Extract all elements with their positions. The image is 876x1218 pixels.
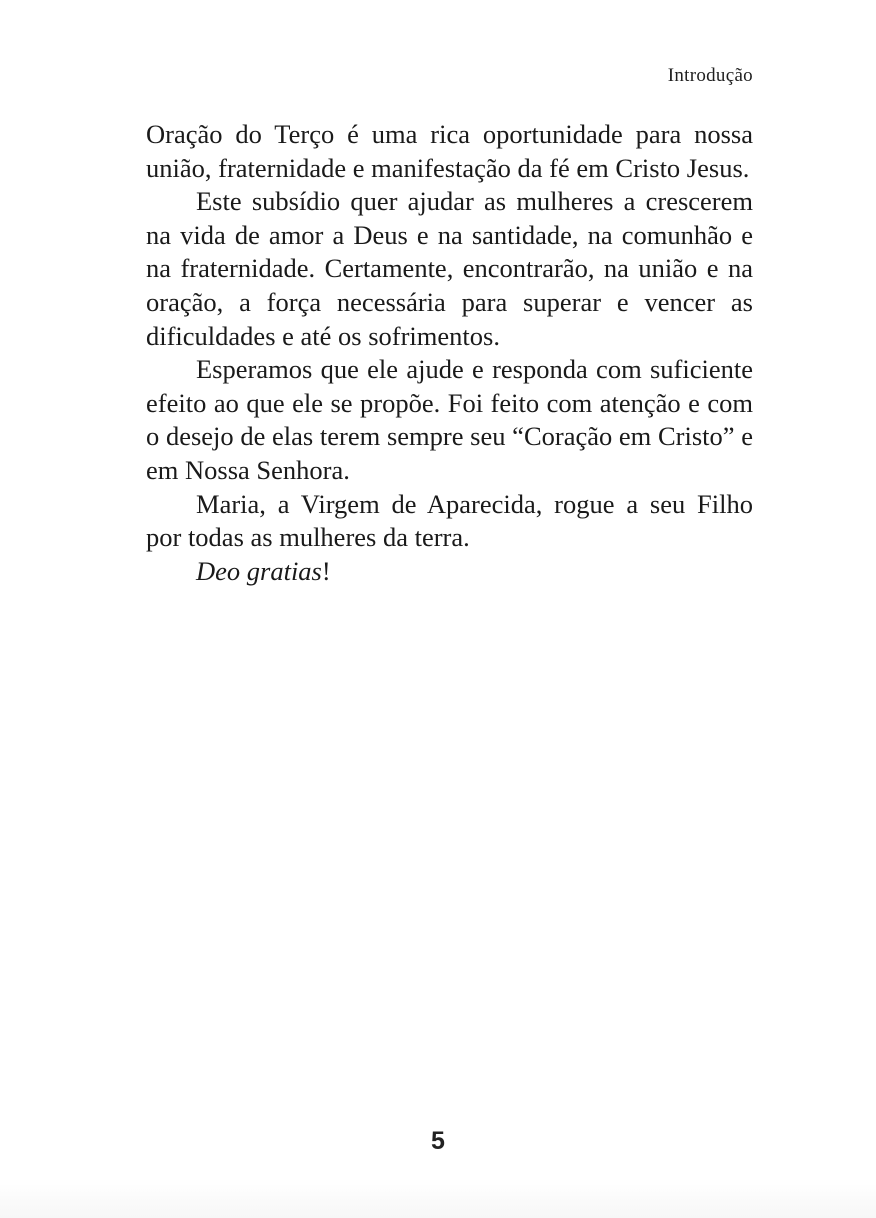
body-text-block [146, 118, 753, 588]
paragraph-deo-gratias [146, 555, 753, 589]
page-number: 5 [431, 1127, 445, 1155]
running-head: Introdução [667, 65, 753, 86]
paragraph-esperamos: Esperamos que ele ajude e responda com suficiente efeito ao que ele se propõe. Foi feito com atenção e com o desejo de elas terem sempre seu “Coração em Cristo” e em Nossa Senhora. [146, 354, 753, 485]
exclamation-mark: ! [321, 555, 331, 586]
paragraph-maria: Maria, a Virgem de Aparecida, rogue a seu Filho por todas as mulheres da terra. [146, 488, 753, 553]
paragraph-subsidio: Este subsídio quer ajudar as mulheres a crescerem na vida de amor a Deus e na santidade, na comunhão e na fraternidade. Certamente, encontrarão, na união e na oração, a força necessária para superar e vencer as dificuldades e até os sofrimentos. [146, 186, 753, 351]
paragraph-continuation: Oração do Terço é uma rica oportunidade para nossa união, fraternidade e manifestação da fé em Cristo Jesus. [146, 119, 753, 183]
latin-phrase: Deo gratias [196, 555, 322, 586]
page-bottom-edge [0, 1184, 876, 1218]
